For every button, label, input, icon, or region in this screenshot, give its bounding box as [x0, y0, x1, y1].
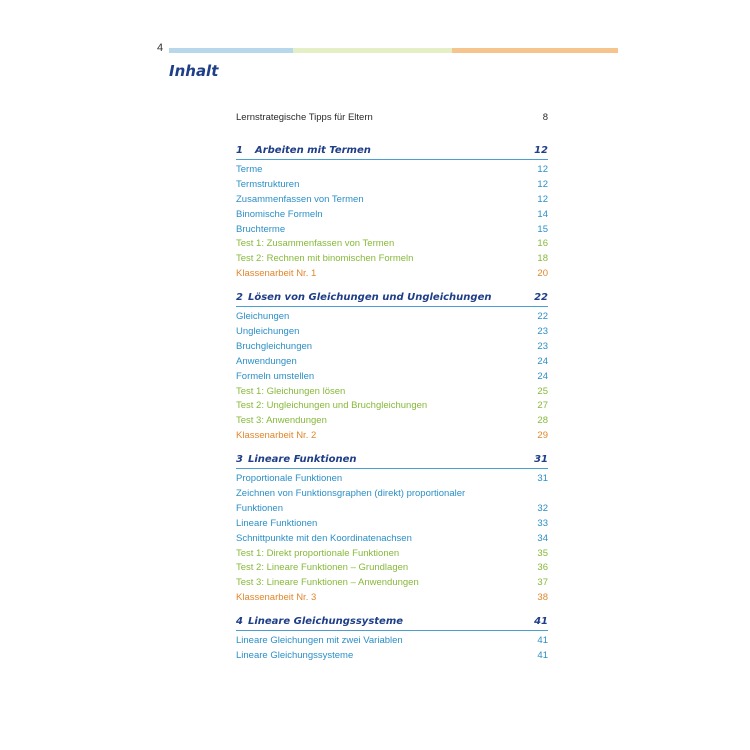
- toc-entry-label: Bruchgleichungen: [236, 340, 313, 352]
- toc-entry[interactable]: [236, 208, 548, 223]
- toc-entry[interactable]: [236, 310, 548, 325]
- chapter-page: 12: [534, 144, 548, 156]
- chapter-title: Lineare Funktionen: [247, 453, 357, 465]
- toc-entry-page: 14: [537, 208, 548, 220]
- toc-entry-page: 23: [537, 326, 548, 338]
- toc-entry-label: Bruchterme: [236, 223, 286, 235]
- toc-entry[interactable]: [236, 193, 548, 208]
- toc-entry-label: Test 2: Rechnen mit binomischen Formeln: [236, 253, 414, 265]
- toc-entry[interactable]: [236, 517, 548, 532]
- toc-entry[interactable]: [236, 561, 548, 576]
- toc-entry[interactable]: [236, 547, 548, 562]
- toc-entry-page: 38: [537, 592, 548, 604]
- toc-entry-page: 24: [537, 355, 548, 367]
- toc-entry-label: Proportionale Funktionen: [236, 473, 343, 485]
- toc-entry[interactable]: [236, 414, 548, 429]
- toc-entry-page: 15: [537, 223, 548, 235]
- chapter-list: [236, 141, 548, 664]
- toc-entry-page: 12: [537, 193, 548, 205]
- toc-entry-page: 12: [537, 178, 548, 190]
- header-bar-segment-green: [293, 48, 452, 53]
- chapter-number: 3: [236, 453, 243, 465]
- toc-entry-label: Termstrukturen: [236, 178, 300, 190]
- toc-entry-page: 25: [537, 385, 548, 397]
- header-bar-segment-orange: [452, 48, 618, 53]
- chapter-page: 22: [534, 291, 548, 303]
- toc-entry-label: Lineare Funktionen: [236, 517, 318, 529]
- toc-entry-label: Anwendungen: [236, 355, 297, 367]
- toc-entry-page: 34: [537, 532, 548, 544]
- toc-entry-label: Lineare Gleichungssysteme: [236, 650, 354, 662]
- toc-entry-page: 8: [542, 111, 548, 123]
- toc-entry-label: Test 1: Gleichungen lösen: [236, 385, 346, 397]
- toc-entry-page: 20: [537, 268, 548, 280]
- header-bar-segment-blue: [169, 48, 293, 53]
- toc-entry-page: 28: [537, 415, 548, 427]
- toc-entry-label: Gleichungen: [236, 311, 290, 323]
- toc-entry[interactable]: [236, 178, 548, 193]
- toc-entry[interactable]: [236, 385, 548, 400]
- chapter-heading-label: [236, 454, 356, 465]
- toc-intro-entry[interactable]: [236, 110, 548, 126]
- chapter-title: Lineare Gleichungssysteme: [247, 615, 404, 627]
- toc-entry-label: Binomische Formeln: [236, 208, 323, 220]
- toc-entry[interactable]: [236, 163, 548, 178]
- toc-entry-page: 31: [537, 473, 548, 485]
- toc-entry[interactable]: [236, 325, 548, 340]
- table-of-contents: [236, 110, 548, 664]
- toc-entry[interactable]: [236, 223, 548, 238]
- toc-entry[interactable]: [236, 576, 548, 591]
- toc-entry-label: Test 3: Anwendungen: [236, 415, 327, 427]
- toc-entry[interactable]: [236, 267, 548, 282]
- toc-entry[interactable]: [236, 370, 548, 385]
- toc-entry-page: 29: [537, 430, 548, 442]
- chapter-title: Lösen von Gleichungen und Ungleichungen: [247, 291, 492, 303]
- chapter-heading-3[interactable]: [236, 450, 548, 469]
- toc-entry-page: 35: [537, 547, 548, 559]
- toc-entry-page: 22: [537, 311, 548, 323]
- toc-entry-label: Lernstrategische Tipps für Eltern: [236, 111, 373, 123]
- toc-entry-page: 23: [537, 340, 548, 352]
- toc-entry-label: Terme: [236, 164, 263, 175]
- toc-entry-page: 37: [537, 577, 548, 589]
- toc-entry[interactable]: [236, 237, 548, 252]
- chapter-heading-label: [236, 145, 371, 156]
- toc-entry-label: Test 2: Lineare Funktionen – Grundlagen: [236, 562, 409, 574]
- chapter-number: 1: [236, 144, 243, 156]
- toc-entry[interactable]: [236, 649, 548, 664]
- toc-entry-label: Klassenarbeit Nr. 2: [236, 430, 317, 442]
- chapter-heading-label: [236, 616, 403, 627]
- chapter-heading-4[interactable]: [236, 612, 548, 631]
- chapter-number: 2: [236, 291, 243, 303]
- toc-entry-label: Zeichnen von Funktionsgraphen (direkt) proportionaler: [236, 488, 466, 500]
- toc-entry-label: Schnittpunkte mit den Koordinatenachsen: [236, 532, 412, 544]
- toc-entry[interactable]: [236, 429, 548, 444]
- toc-entry-page: 36: [537, 562, 548, 574]
- chapter-number: 4: [236, 615, 243, 627]
- toc-entry[interactable]: [236, 252, 548, 267]
- chapter-heading-2[interactable]: [236, 288, 548, 307]
- toc-entry-label: Klassenarbeit Nr. 1: [236, 268, 317, 280]
- toc-entry-label: Funktionen: [236, 502, 284, 514]
- toc-entry-page: 16: [537, 238, 548, 250]
- page-title: Inhalt: [169, 62, 219, 80]
- toc-entry-label: Test 2: Ungleichungen und Bruchgleichungen: [236, 400, 428, 412]
- toc-entry[interactable]: [236, 502, 548, 517]
- toc-entry-label: Test 3: Lineare Funktionen – Anwendungen: [236, 577, 419, 589]
- toc-entry[interactable]: [236, 532, 548, 547]
- toc-entry[interactable]: [236, 399, 548, 414]
- toc-entry[interactable]: [236, 634, 548, 649]
- chapter-title: Arbeiten mit Termen: [254, 144, 371, 156]
- page-number: 4: [157, 42, 164, 54]
- toc-entry[interactable]: [236, 487, 548, 502]
- toc-entry-page: 18: [537, 253, 548, 265]
- toc-entry-page: 33: [537, 517, 548, 529]
- header-color-bar: [169, 48, 618, 53]
- toc-entry-label: Ungleichungen: [236, 326, 300, 338]
- toc-entry-page: 41: [537, 635, 548, 647]
- toc-entry-label: Zusammenfassen von Termen: [236, 193, 364, 205]
- toc-entry-page: 12: [537, 164, 548, 175]
- toc-entry-page: 27: [537, 400, 548, 412]
- toc-entry-page: 24: [537, 370, 548, 382]
- toc-entry[interactable]: [236, 591, 548, 606]
- chapter-heading-label: [236, 292, 491, 303]
- chapter-page: 31: [534, 453, 548, 465]
- toc-entry[interactable]: [236, 472, 548, 487]
- toc-entry-page: 41: [537, 650, 548, 662]
- chapter-heading-1[interactable]: [236, 141, 548, 160]
- toc-entry-page: 32: [537, 502, 548, 514]
- toc-entry[interactable]: [236, 355, 548, 370]
- toc-entry-label: Test 1: Direkt proportionale Funktionen: [236, 547, 400, 559]
- toc-entry-label: Formeln umstellen: [236, 370, 315, 382]
- toc-entry-label: Test 1: Zusammenfassen von Termen: [236, 238, 395, 250]
- toc-entry[interactable]: [236, 340, 548, 355]
- chapter-page: 41: [534, 615, 548, 627]
- toc-entry-label: Lineare Gleichungen mit zwei Variablen: [236, 635, 403, 647]
- toc-entry-label: Klassenarbeit Nr. 3: [236, 592, 317, 604]
